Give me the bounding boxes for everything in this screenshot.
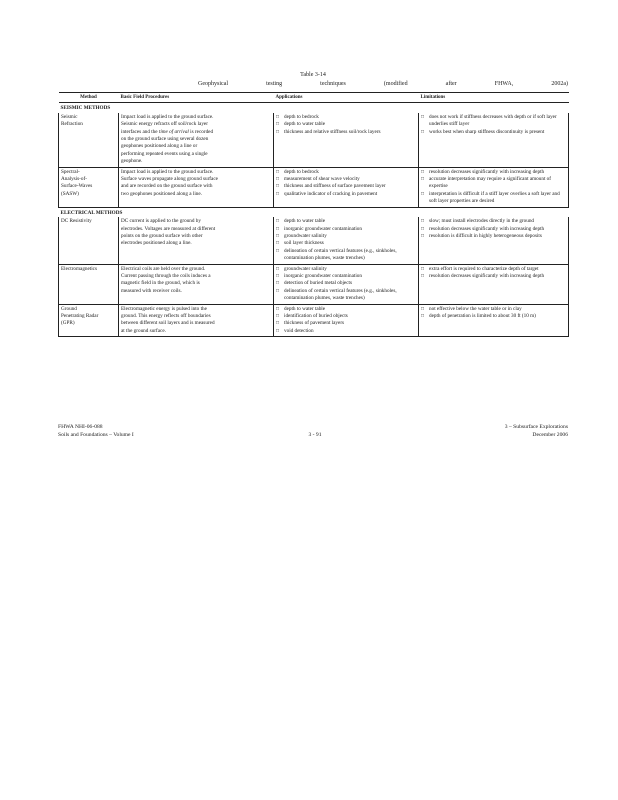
table-row: [59, 167, 569, 207]
procedure-line: Current passing through the coils induces a: [121, 272, 211, 279]
limitation-item: [421, 306, 566, 313]
bullet-box-icon: □: [421, 177, 425, 183]
application-item: [276, 320, 416, 327]
application-item: [276, 266, 416, 273]
procedure-line: Surface waves propagate along ground surface: [121, 176, 218, 183]
procedure-line: geophones positioned along a line or: [121, 143, 198, 150]
limitations-cell: [419, 113, 569, 167]
column-header-limitations: Limitations: [419, 93, 569, 103]
procedure-line: Electrical coils are held over the ground.: [121, 265, 206, 272]
application-item: [276, 328, 416, 335]
bullet-box-icon: □: [421, 273, 425, 279]
section-label: SEISMIC METHODS: [60, 105, 111, 112]
procedure-cell: [119, 113, 274, 167]
bullet-box-icon: □: [276, 114, 280, 120]
bullet-box-icon: □: [276, 219, 280, 225]
limitation-item: [421, 266, 566, 273]
procedure-line: and are recorded on the ground surface with: [121, 183, 213, 190]
method-cell: [59, 113, 119, 167]
procedure-line: interfaces and the time of arrival is recorded: [121, 128, 214, 135]
method-name-line: Surface-Waves: [61, 183, 93, 190]
bullet-box-icon: □: [421, 219, 425, 225]
table-number: Table 3-14: [300, 72, 326, 78]
bullet-box-icon: □: [276, 266, 280, 272]
procedure-line: at the ground surface.: [121, 327, 166, 334]
procedure-line: DC current is applied to the ground by: [121, 218, 201, 225]
title-word: Geophysical: [198, 81, 228, 87]
bullet-box-icon: □: [276, 328, 280, 334]
limitations-cell: [419, 167, 569, 207]
limitations-cell: [419, 304, 569, 337]
procedure-line: magnetic field in the ground, which is: [121, 280, 200, 287]
procedure-line: Seismic energy refracts off soil/rock layer: [121, 121, 208, 128]
emphasis: time of arrival: [158, 128, 189, 135]
bullet-box-icon: □: [421, 306, 425, 312]
application-item: [276, 121, 416, 128]
application-item: [276, 191, 416, 198]
application-item-text: thickness and relative stiffness soil/rock layers: [284, 128, 381, 135]
limitation-item: [421, 191, 566, 206]
application-item-text: depth to bedrock: [284, 168, 319, 175]
procedure-line: two geophones positioned along a line.: [121, 190, 202, 197]
column-header-method: Method: [59, 93, 119, 103]
application-item: [276, 288, 416, 303]
application-item: [276, 183, 416, 190]
application-item: [276, 226, 416, 233]
procedure-line: electrodes positioned along a line.: [121, 240, 192, 247]
application-item-text: depth to water table: [284, 218, 326, 225]
procedure-cell: [119, 167, 274, 207]
limitation-item-text: resolution is difficult in highly heterogeneous deposits: [429, 232, 542, 239]
bullet-box-icon: □: [276, 273, 280, 279]
bullet-box-icon: □: [421, 233, 425, 239]
application-item-text: detection of buried metal objects: [284, 280, 352, 287]
application-item-text: qualitative indicator of cracking in pavement: [284, 190, 378, 197]
footer-chapter: 3 – Subsurface Explorations: [504, 424, 568, 430]
method-cell: [59, 167, 119, 207]
bullet-box-icon: □: [421, 266, 425, 272]
method-name-line: Electromagnetics: [61, 265, 98, 272]
application-item-text: depth to water table: [284, 305, 326, 312]
limitation-item-text: not effective below the water table or in clay: [429, 305, 522, 312]
title-word: (modified: [383, 81, 408, 87]
limitation-item: [421, 129, 566, 136]
method-name-line: Seismic: [61, 113, 78, 120]
limitation-item-text: depth of penetration is limited to about 30 ft (10 m): [429, 312, 536, 319]
application-item-text: depth to bedrock: [284, 113, 319, 120]
bullet-box-icon: □: [421, 226, 425, 232]
application-item: [276, 233, 416, 240]
procedure-line: ground. This energy reflects off boundaries: [121, 312, 211, 319]
limitation-item-text: slow; must install electrodes directly in the ground: [429, 218, 535, 225]
applications-cell: [274, 113, 419, 167]
limitations-cell: [419, 217, 569, 264]
application-item: [276, 306, 416, 313]
bullet-box-icon: □: [276, 169, 280, 175]
geophysical-methods-table: [58, 92, 569, 337]
footer-page-number: 3 - 91: [308, 432, 322, 438]
limitation-item-text: resolution decreases significantly with increasing depth: [429, 272, 545, 279]
procedure-line: electrodes. Voltages are measured at different: [121, 225, 216, 232]
application-item-text: identification of buried objects: [284, 312, 348, 319]
footer-date: December 2006: [532, 432, 568, 438]
limitations-cell: [419, 264, 569, 304]
bullet-box-icon: □: [276, 191, 280, 197]
bullet-box-icon: □: [276, 129, 280, 135]
bullet-box-icon: □: [276, 241, 280, 247]
column-header-procedures: Basic Field Procedures: [119, 93, 274, 103]
bullet-box-icon: □: [276, 177, 280, 183]
method-name-line: (GPR): [61, 320, 75, 327]
application-item: [276, 129, 416, 136]
bullet-box-icon: □: [276, 288, 280, 294]
method-name-line: Refraction: [61, 121, 83, 128]
application-item-text: depth to water table: [284, 121, 326, 128]
method-name-line: Analysis-of-: [61, 176, 87, 183]
limitation-item-text: resolution decreases significantly with increasing depth: [429, 168, 545, 175]
bullet-box-icon: □: [276, 313, 280, 319]
procedure-line: Impact load is applied to the ground surface.: [121, 168, 214, 175]
method-name-line: DC Resistivity: [61, 218, 92, 225]
limitation-item-text: does not work if stiffness decreases with depth or if soft layer underlies stiff layer: [429, 113, 557, 128]
application-item-text: void detection: [284, 327, 314, 334]
bullet-box-icon: □: [276, 184, 280, 190]
method-name-line: Spectral-: [61, 168, 80, 175]
limitation-item: [421, 233, 566, 240]
application-item-text: thickness of pavement layers: [284, 320, 345, 327]
bullet-box-icon: □: [276, 321, 280, 327]
title-word: after: [445, 81, 457, 87]
table-row: [59, 113, 569, 167]
application-item-text: thickness and stiffness of surface pavement layer: [284, 183, 386, 190]
bullet-box-icon: □: [276, 248, 280, 254]
application-item-text: inorganic groundwater contamination: [284, 272, 362, 279]
bullet-box-icon: □: [276, 122, 280, 128]
procedure-line: Impact load is applied to the ground surface.: [121, 113, 214, 120]
applications-cell: [274, 167, 419, 207]
application-item-text: inorganic groundwater contamination: [284, 225, 362, 232]
bullet-box-icon: □: [276, 226, 280, 232]
footer-report-number: FHWA NHI-06-088: [58, 424, 103, 430]
procedure-line: geophone.: [121, 158, 143, 165]
procedure-cell: [119, 217, 274, 264]
applications-cell: [274, 304, 419, 337]
bullet-box-icon: □: [421, 114, 425, 120]
limitation-item-text: accurate interpretation may require a significant amount of expertise: [429, 176, 551, 190]
bullet-box-icon: □: [421, 191, 425, 197]
limitation-item: [421, 218, 566, 225]
title-word: 2002a): [551, 81, 568, 87]
limitation-item: [421, 114, 566, 129]
table-row: [59, 217, 569, 264]
bullet-box-icon: □: [276, 233, 280, 239]
section-row: [59, 103, 569, 113]
procedure-cell: [119, 304, 274, 337]
bullet-box-icon: □: [276, 281, 280, 287]
title-word: FHWA,: [494, 81, 514, 87]
section-row: [59, 207, 569, 217]
bullet-box-icon: □: [276, 306, 280, 312]
procedure-line: measured with receiver coils.: [121, 287, 182, 294]
procedure-line: between different soil layers and is measured: [121, 320, 215, 327]
method-cell: [59, 304, 119, 337]
application-item-text: delineation of certain vertical features (e.g., sinkholes, contamination plumes, waste trenches): [284, 247, 397, 262]
footer-volume: Soils and Foundations – Volume I: [58, 432, 134, 438]
section-label: ELECTRICAL METHODS: [60, 209, 123, 216]
procedure-line: Electromagnetic energy is pulsed into the: [121, 305, 207, 312]
applications-cell: [274, 264, 419, 304]
limitation-item-text: interpretation is difficult if a stiff layer overlies a soft layer and soft layer properties are desired: [429, 190, 560, 205]
application-item-text: delineation of certain vertical features (e.g., sinkholes, contamination plumes, waste trenches): [284, 287, 397, 302]
limitation-item-text: extra effort is required to characterize depth of target: [429, 265, 539, 272]
limitation-item-text: works best when sharp stiffness discontinuity is present: [429, 128, 545, 135]
method-cell: [59, 264, 119, 304]
procedure-line: points on the ground surface with other: [121, 232, 203, 239]
application-item: [276, 114, 416, 121]
application-item-text: groundwater salinity: [284, 232, 327, 239]
limitation-item: [421, 226, 566, 233]
procedure-cell: [119, 264, 274, 304]
table-body: [59, 103, 569, 337]
application-item-text: soil layer thickness: [284, 240, 324, 247]
limitation-item-text: resolution decreases significantly with increasing depth: [429, 225, 545, 232]
application-item: [276, 169, 416, 176]
limitation-item: [421, 273, 566, 280]
table-row: [59, 264, 569, 304]
table-title: [58, 81, 568, 87]
limitation-item: [421, 176, 566, 191]
procedure-line: on the ground surface using several dozen: [121, 136, 209, 143]
title-word: techniques: [320, 81, 346, 87]
limitation-item: [421, 169, 566, 176]
application-item-text: measurement of shear wave velocity: [284, 176, 360, 183]
procedure-line: performing repeated events using a single: [121, 150, 208, 157]
application-item: [276, 218, 416, 225]
limitation-item: [421, 313, 566, 320]
method-name-line: Penetrating Radar: [61, 312, 99, 319]
bullet-box-icon: □: [421, 313, 425, 319]
method-cell: [59, 217, 119, 264]
method-name-line: (SASW): [61, 190, 79, 197]
bullet-box-icon: □: [421, 129, 425, 135]
method-name-line: Ground: [61, 305, 77, 312]
bullet-box-icon: □: [421, 169, 425, 175]
application-item: [276, 248, 416, 263]
application-item-text: groundwater salinity: [284, 265, 327, 272]
title-word: testing: [266, 81, 283, 87]
application-item: [276, 280, 416, 287]
application-item: [276, 240, 416, 247]
applications-cell: [274, 217, 419, 264]
column-header-applications: Applications: [274, 93, 419, 103]
table-row: [59, 304, 569, 337]
